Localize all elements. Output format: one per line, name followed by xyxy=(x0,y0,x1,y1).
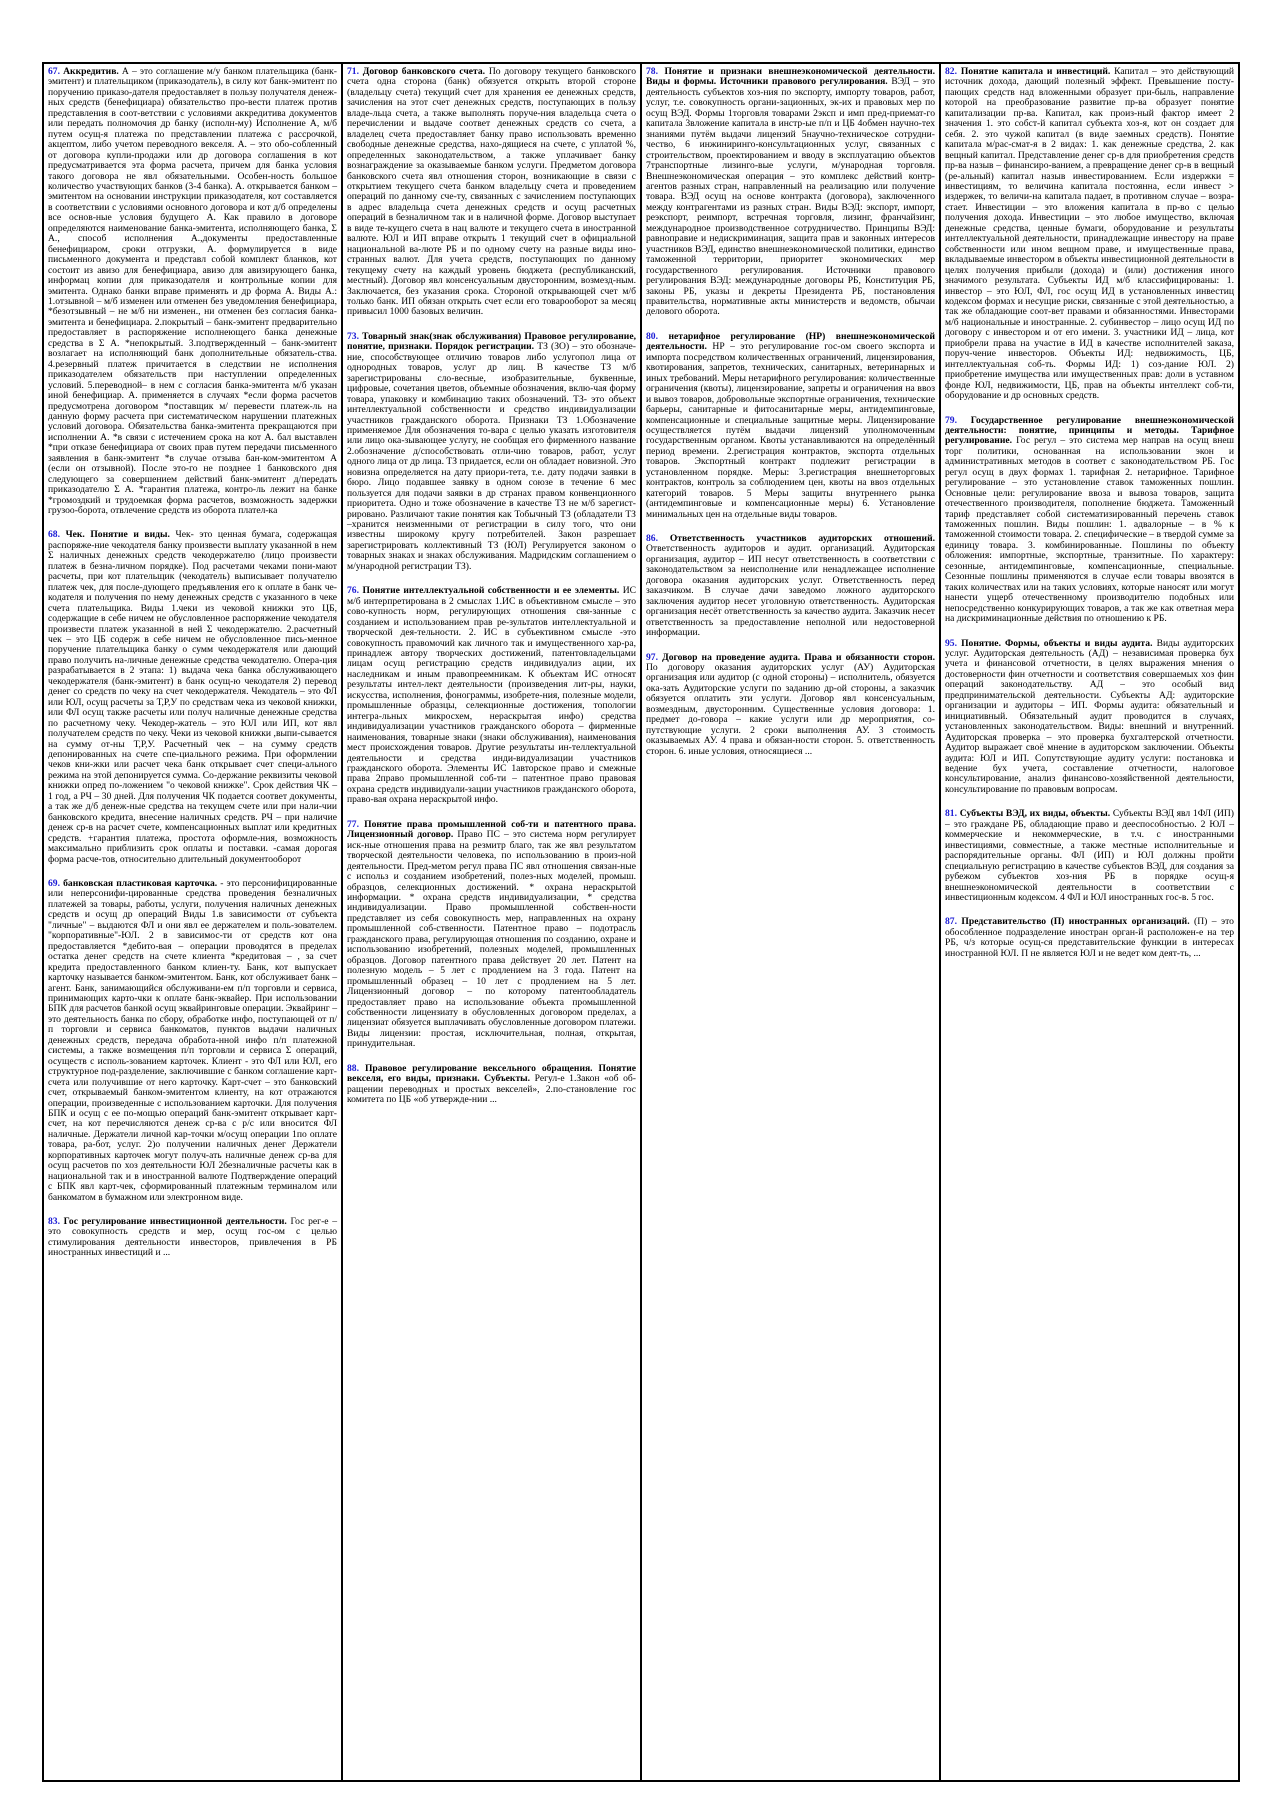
section xyxy=(945,416,1234,625)
section-body: Субъекты ВЭД явл 1ФЛ (ИП) – это граждане РБ, обладающие право и дееспособностью. 2 ЮЛ – коммерческие и некоммерческие, в т.ч. с иностранными инвестициями, совместные, а также местные исполнительные и распорядительные органы. ФЛ (ИП) и ЮЛ должны пройти специальную регистрацию в качестве субъектов ВЭД, для создания за рубежом субъектов хоз-ния РБ в порядке осущ-я внешнеэкономической деятельности в соответствии с инвестиционным кодексом. 4 ФЛ и ЮЛ иностранных гос-в. 5 гос. xyxy=(945,808,1234,903)
section xyxy=(48,530,337,865)
section-title: Правовое регулирование вексельного обращения. Понятие векселя, его виды, признаки. Субъекты. xyxy=(347,1062,636,1085)
column-1 xyxy=(44,64,341,1780)
section xyxy=(945,67,1234,402)
section xyxy=(48,1217,337,1259)
section-body: По договору оказания аудиторских услуг (АУ) Аудиторская организация или аудитор (с одной стороны) – исполнитель, обязуется ока-зать Аудиторские услуги по заданию др-ой стороны, а заказчик обязуется оплатить эти услуги. Договор явл консенсуальным, возмездным, двусторонним. Существенные условия договора: 1. предмет до-говора – какие услуги или др мероприятия, со-путствующие услуги. 2 сроки выполнения АУ. 3 стоимость оказываемых АУ. 4 права и обязан-ности сторон. 5. ответственность сторон. 6. иные условия, относящиеся ... xyxy=(646,662,935,757)
column-2 xyxy=(341,64,640,1780)
section xyxy=(347,586,636,806)
section-body: Гос рег-е – это совокупность средств и мер, осущ гос-ом с целью стимулирования деятельности инвесторов, привлечения в РБ иностранных инвестиций и ... xyxy=(48,1216,337,1259)
section-body: Виды аудиторских услуг. Аудиторская деятельность (АД) – независимая проверка бух учета и финансовой отчетности, в целях выражения мнения о достоверности фин отчетности и соответствия совершаемых хоз фин операций законодательству. АД – это особый вид предпринимательской деятельности. Субъекты АД: аудиторские организации и аудиторы – ИП. Формы аудита: обязательный и инициативный. Обязательный аудит проводится в случаях, установленных законодательством. Виды: внешний и внутренний. Аудиторская проверка – это проверка бухгалтерской отчетности. Аудитор выражает своё мнение в аудиторском заключении. Объекты аудита: ЮЛ и ИП. Сопутствующие аудиту услуги: постановка и ведение бух учета, составление отчетности, налоговое консультирование, анализ финансово-хозяйственной деятельности, консультирование по правовым вопросам. xyxy=(945,637,1234,795)
section-number: 79. xyxy=(945,414,957,426)
section-title: Чек. Понятие и виды. xyxy=(65,529,170,541)
section-body: Регул-е 1.Закон «об об-ращении переводных и простых векселей», 2.по-становление гос комитета по ЦБ «об утвержде-нии ... xyxy=(347,1073,636,1106)
section-title: Понятие капитала и инвестиций. xyxy=(960,66,1111,77)
section-title: Товарный знак(знак обслуживания) Правовое регулирование, понятие, признаки. Порядок регистрации. xyxy=(347,330,636,353)
section xyxy=(646,653,935,758)
section-number: 78. xyxy=(646,66,658,77)
section-number: 95. xyxy=(945,637,957,649)
section-body: НР – это регулирование гос-ом своего экспорта и импорта посредством количественных ограничений, лицензирования, квотирования, запретов, технических, санитарных, ветеринарных и иных требований. Меры нетарифного регулирования: количественные ограничения (квоты), лицензирование, запреты и ограничения на ввоз и вывоз товаров, добровольные экспортные ограничения, технические барьеры, санитарные и фитосанитарные меры, антидемпинговые, компенсационные и специальные защитные меры. Лицензирование осуществляется путём выдачи лицензий уполномоченным государственным органом. Квоты устанавливаются на определённый период времени. 2.регистрация контрактов, экспорта отдельных товаров. Экспортный контракт подлежит регистрации в установленном порядке. Меры: 3.регистрация внешнеторговых контрактов, контроль за соблюдением цен, квоты на ввоз отдельных категорий товаров. 5 Меры защиты внутреннего рынка (антидемпинговые и компенсационные меры) 6. Установление минимальных цен на отдельные виды товаров. xyxy=(646,341,935,520)
section-body: Право ПС – это система норм регулирует иск-ные отношения права на резмитр благо, так же явл результатом творческой деятельности человека, по использованию в произ-ной деятельности. Пред-метом регул права ПС явл отношения связан-ные с использ и созданием изобретений, полез-ных моделей, промыш. образцов, селекционных достижений. * охрана нераскрытой информации. * охрана средств индивидуализации, * средства индивидуализации. Право промышленной собствен-ности представляет из себя совокупность мер, направленных на охрану промышленной соб-ственности. Патентное право – подотрасль гражданского права, регулирующая отношения по созданию, охране и использованию изобретений, полезных моделей, промышленных образцов. Договор патентного права действует 20 лет. Патент на полезную модель – 5 лет с продлением на 3 года. Патент на промышленный образец – 10 лет с продлением на 5 лет. Лицензионный договор – по которому патентообладатель предоставляет право на использование объекта промышленной собственности лицензиату в обусловленных договором пределах, а лицензиат обязуется выплачивать обусловленные договором платежи. Виды лицензии: простая, исключительная, полная, открытая, принудительная. xyxy=(347,829,636,1050)
section-title: нетарифное регулирование (НР) внешнеэкономической деятельности. xyxy=(646,330,935,353)
section-number: 68. xyxy=(48,529,60,541)
section xyxy=(48,879,337,1203)
section xyxy=(347,332,636,572)
section-title: Государственное регулирование внешнеэкономической деятельности: понятие, принципы и методы. Тарифное регулирование. xyxy=(945,414,1234,447)
section-title: Аккредитив. xyxy=(63,66,119,77)
section-title: Договор банковского счета. xyxy=(362,66,486,77)
section-body: ИС м/б интерпретирована в 2 смыслах 1.ИС в объективном смысле – это сово-купность норм, регулирующих отношения свя-занные с созданием и использованием прав ре-зультатов интеллектуальной и творческой дея-тельности. 2. ИС в субъективном смысле -это совокупность правомочий как личного так и имущественного хар-ра, принадлеж автору творческих достижений, патентовладельцами лицам осущ регистрацию средств индивидуализ ации, их наследникам и иным правопреемникам. К объектам ИС относят результаты интел-лект деятельности (произведения лит-ры, науки, искусства, исполнения, фонограммы, изобрете-ния, полезные модели, промышленные образцы, селекционные достижения, топологии интегра-льных микросхем, нераскрытая инфо) средства индивидуализации участников гражданского оборота – фирменные наименования, товарные знаки (знаки обслуживания), наименования мест происхождения товаров. Другие результаты ин-теллектуальной деятельности и средства инди-видуализации участников гражданского оборота. Элементы ИС 1авторское право и смежные права 2право промышленной соб-ти – патентное право правовая охрана средств индивидуали-зации участников гражданского оборота, право-вая охрана нераскрытой инфо. xyxy=(347,585,637,806)
section-body: Ответственность аудиторов и аудит. организаций. Аудиторская организация, аудитор – ИП несут ответственность в соответствии с законодательством за неисполнение или ненадлежащее исполнение договора оказания аудиторских услуг. Ответственность перед заказчиком. В случае дачи заведомо ложного аудиторского заключения аудитор несет уголовную ответственность. Аудиторская организация несёт ответственность за качество аудита. Заказчик несет ответственность за предоставление неполной или недостоверной информации. xyxy=(646,543,935,639)
section-body: Чек- это ценная бумага, содержащая распоряже-ние чекодателя банку произвести выплату указанной в нем Σ наличных денежных средств чекодержателю (лицо произвести платеж в безна-личном порядке). Под расчетами чеками пони-мают расчеты, при кот плательщик (чекодатель) выписывает получателю платеж чек, для после-дующего предъявления его к оплате в банк че-кодателя и получения по нему денежных средств с указанного в чеке счета плательщика. Виды 1.чеки из чековой книжки это ЦБ, содержащие в себе ничем не обусловленное распоряжение чекодателя произвести платеж указанной в ней Σ чекодержателю. 2.расчетный чек – это ЦБ содерж в себе ничем не обусловленное пись-менное поручение плательщика банку о сумм чекодержателя или дающий право получить на-личные денежные средства чекодателю. Опера-ция разрабатывается в 2 этапа: 1) выдача чека банка обслуживающего чекодержателя (банк-эмитент) в банк осущ-ю чекодателя 2) перевод денег со средств по чеку на счет чекодержателя. Чекодатель – это ФЛ или ЮЛ, осущ расчеты за Т,Р,У по средствам чека из чековой книжки, или ФЛ осущ также расчеты или получ наличные денежные средства по расчетному чеку. Чекодер-жатель – это ЮЛ или ИП, кот явл получателем средств по чеку. Чеки из чековой книжки ,выпи-сывается на сумму от-ны Т,Р,У. Расчетный чек – на сумму средств депонированных на счете спе-циального режима. При оформлении чеков кни-жки или расчет чека банк открывает счет специ-ального режима на этой депонируется сумма. Со-держание реквизиты чековой книжки опред по-ложением "о чековой книжке". Срок действия ЧК – 1 год, а РЧ – 30 дней. Для получения ЧК подается соответ документы, а так же д/б денеж-ные средства на текущем счете или при нали-чии банковского кредита, внесение наличных средств. РЧ – при наличие денеж ср-в на расчет счете, компенсационных выплат или кредитных средств. +гарантия платежа, простота оформле-ния, возможность максимально приблизить срок оплаты и поставки. -самая дорогая форма расче-тов, относительно длительный документооборот xyxy=(48,529,338,865)
section xyxy=(945,809,1234,903)
section xyxy=(646,332,935,520)
section-number: 69. xyxy=(48,877,60,889)
section-number: 67. xyxy=(48,66,60,77)
section-title: Понятие и признаки внешнеэкономической деятельности. Виды и формы. Источники правового регулирования. xyxy=(646,66,935,88)
section-body: Гос регул – это система мер направ на осущ внеш торг политики, основанная на использовании экон и административных методов в соответ с законодательством РБ. Гос регул осущ в двух формах 1. тарифная 2. нетарифное. Тарифное регулирование – это установление ставок таможенных пошлин. Основные цели: регулирование ввоза и вывоза товаров, защита отечественного производителя, пополнение бюджета. Таможенный тариф представляет собой систематизированный перечень ставок таможенных пошлин. Виды пошлин: 1. адвалорные – в % к таможенной стоимости товара. 2. специфические – в твердой сумме за единицу товара. 3. комбинированные. Пошлины по объекту обложения: импортные, экспортные, транзитные. По характеру: сезонные, антидемпинговые, компенсационные, специальные. Сезонные пошлины применяются в случае если товары ввозятся в таких количествах или на таких условиях, которые наносят или могут нанести ущерб отечественному производителю подобных или непосредственно конкурирующих товаров, а так же как ответная мера на дискриминационные действия по отношению к РБ. xyxy=(945,435,1234,625)
section xyxy=(347,67,636,318)
section xyxy=(945,917,1234,959)
section-body: А – это соглашение м/у банком плательщика (банк-эмитент) и плательщиком (приказодатель), в силу кот банк-эмитент по поручению приказо-дателя предоставляет в пользу получателя денеж-ных средств (бенефициара) обязательство про-вести платеж против представления в соот-ветствии с условиями аккредитива документов или передать полномочия др банку (исполн-му) Исполнение А, м/б путем осущ-я платежа по представлении платежа с рассрочкой, акцептом, либо учетом переводного векселя. А. – это обо-собленный от договора купли-продажи или др договора соглашения в кот предусматривается эта форма расчета, причем для банка условия такого договора не явл обязательными. Особен-ность большое количество участвующих банков (3-4 банка). А. открывается банком –эмитентом на основании инструкции приказодателя, кот составляется в соответствии с условиями основного договора и кот д/б определены все основ-ные условия будущего А. Как правило в договоре определяются наименование банка-эмитента, исполняющего банка, Σ А., способ исполнения А.,документы предоставленные бенефициаром, сроки отгрузки, А. формулируется в виде письменного документа и представл собой комплект бланков, кот состоит из авизо для бенефициара, авизо для авизирующего банка, информац копии для приказодателя и контрольные копии для эмитента. Однако банки вправе применять и др форма А. Виды А.: 1.отзывной – м/б изменен или отменен без уведомления бенефициара, *безотзывный – не м/б ни изменен., ни отменен без согласия банка-эмитента и бенефициара. 2.покрытый – банк-эмитент предварительно предоставляет в распоряжение исполнеющего банка денежные средства в Σ А. *непокрытый. 3.подтвержденный – банк-эмитент возлагает на исполняющий банк дополнительные обязатель-ства. 4.резервный платеж причитается в следствии не исполнения приказодателем обязательств при наступлении определенных условий. 5.переводной– в нем с согласия банка-эмитента м/б указан иной бенефициар. А. применяется в случаях *если форма расчетов предусмотрена договором *поставщик м/ перевести платеж-ль на данную форму расчета при систематическом нарушении платежных условий договора. Обязательства банка-эмитента прекращаются при исполнении А. *в связи с истечением срока на кот А. бал выставлен *при отказе бенефициара от своих прав путем передачи письменного заявления в банк-эмитент *в случае отзыва бан-ком-эмитентом А (если он отзывной). После это-го не позднее 1 банковского дня следующего за совершением действий банк-эмитент д/передать приказодателю Σ А. *гарантия платежа, контро-ль лежит на банке *громоздкий и трудоемкая форма расчетов, возможность задержки грузоо-борота, отвлечение средств из оборота плател-ка xyxy=(48,66,337,517)
section-number: 87. xyxy=(945,916,957,928)
section-body: - это персонифицированные или неперсонифи-цированные средства проведения безналичных платежей за товары, работы, услуги, получения наличных денежных средств и осущ др операций Виды 1.в зависимости от субъекта "личные" – выдаются ФЛ и они явл ее держателем и поль-зователем. "корпоративные"-ЮЛ. 2 в зависимос-ти от средств кот она предоставляется *дебито-вая – операции проводятся в пределах остатка денег средств на счете клиента *кредитовая – , за счет кредита предоставленного банком клиен-ту. Банк, кот выпускает карточку называется банком-эмитентом. Банк, кот обслуживает банк –агент. Банк, занимающийся обслуживани-ем п/п торговли и сервиса, принимающих карто-чки к оплате банк-эквайер. При использовании БПК для расчетов банкой осущ эквайринговые операции. Эквайринг – это деятельность банка по сбору, обработке инфо, поступающей от п/п торговли и сервиса банкоматов, пунктов выдачи наличных денежных средств, передача обработа-нной инфо п/п платежной системы, а также возмещения п/п торговли и сервиса Σ операций, осуществ с исполь-зованием карточек. Клиент - это ФЛ или ЮЛ, его структурное под-разделение, заключившие с банком соглашение карт-счета или получившие от него карточку. Карт-счет – это банковский счет, открываемый банком-эмитентом клиенту, на кот отражаются операции, произведенные с использованием карточки. Для получения БПК и осущ с ее по-мощью операций банк-эмитент открывает карт-счет, на кот перечисляются денеж ср-ва с р/с или вносится ФЛ наличные. Держатели личной кар-точки м/осущ операции 1по оплате товара, ра-бот, услуг. 2)о получении наличных денег Держатели корпоративных карточек могут получ-ать наличные денеж ср-ва для осущ расчетов по хоз деятельности ЮЛ 2безналичные расчеты как в национальной так и в иностранной валюте Подтверждение операций с БПК явл карт-чек, сформированный платежным терминалом или банкоматом в бумажном или электронном виде. xyxy=(48,877,337,1203)
section-title: Договор на проведение аудита. Права и обязанности сторон. xyxy=(662,651,935,663)
section xyxy=(646,534,935,639)
section xyxy=(945,639,1234,796)
section-title: банковская пластиковая карточка. xyxy=(63,877,218,889)
column-4 xyxy=(939,64,1238,1780)
section-title: Субъекты ВЭД, их виды, объекты. xyxy=(959,808,1111,820)
section xyxy=(48,67,337,516)
section-number: 86. xyxy=(646,533,658,545)
section-body: ТЗ (ЗО) – это обозначе-ние, способствующее отличию товаров либо услугопол лица от однородных товаров, услуг др лиц. В качестве ТЗ м/б зарегистрированы сло-весные, изобразительные, буквенные, цифровые, сочетания цветов, объемные обозначения, вклю-чая форму товара, упаковку и комбинацию таких обозначений. ТЗ- это объект интеллектуальной собственности и средство индивидуализации участников гражданского оборота. Признаки ТЗ 1.Обозначение применяемое Для обозначения то-вара с целью указать изготовителя или лицо ока-зывающее услугу, не сообщая его фирменного название 2.обозначение д/способствовать отли-чию товаров, работ, услуг одного лица от др лица. ТЗ придается, если он обладает новизной. Это новизна определяется на дату приори-тета, т.е. дату подачи заявки в бюро. Лицо подавшее заявку в одном союзе в течение 6 мес пользуется для подачи заявки в др странах правом конвенционного приоритета. Одно и тоже обозначение в качестве ТЗ не м/б зарегист-рировано. Различают такие понятия как Тобычный ТЗ (обладатели ТЗ –хранится неизменными от регистрации в силу того, что они известны широкому кругу потребителей. Закон разрешает зарегистрировать коллективный ТЗ (ЮЛ) Регулируется законом о товарных знаках и знаках обслуживания. Мадридским соглашением о м/ународной регистрации ТЗ). xyxy=(347,341,637,572)
section xyxy=(347,820,636,1050)
section-number: 77. xyxy=(347,818,359,830)
section xyxy=(347,1064,636,1106)
section-body: ВЭД – это деятельность субъектов хоз-ния по экспорту, импорту товаров, работ, услуг, т.е. совокупность органи-зационных, эк-их и правовых мер по осущ ВЭД. Формы 1торговля товарами 2эксп и имп пред-приемат-го капитала 3вложение капитала в инстр-ые п/п и ЦБ 4обмен научно-тех знаниями путём выдачи лицензий 5научно-техническое сотрудни-чество, 6 инжиниринго-консультационных услуг, связанных с строительством, проектированием и вводу в эксплуатацию объектов 7транспортные лизинго-вые услуги, м/ународная торговля. Внешнеэкономическая операция – это комплекс действий контр-агентов разных стран, направленный на реализацию или получение товара. ВЭД осущ на основе контракта (договора), заключенного между контрагентами из разных стран. Виды ВЭД: экспорт, импорт, реэкспорт, реимпорт, встречная торговля, лизинг, франчайзинг, международное производственное сотрудничество. Принципы ВЭД: равноправие и недискриминация, защита прав и законных интересов участников ВЭД, единство внешнеэкономической политики, единство таможенной территории, приоритет экономических мер государственного регулирования. Источники правового регулирования ВЭД: международные договоры РБ, Конституция РБ, законы РБ, указы и декреты Президента РБ, постановления правительства, нормативные акты министерств и ведомств, обычаи делового оборота. xyxy=(646,76,936,318)
section-number: 83. xyxy=(48,1216,60,1228)
document-page xyxy=(42,62,1240,1782)
section-number: 71. xyxy=(347,66,359,77)
section-number: 88. xyxy=(347,1062,359,1074)
section-title: Представительство (П) иностранных организаций. xyxy=(961,916,1190,928)
section-number: 97. xyxy=(646,651,658,663)
section-title: Гос регулирование инвестиционной деятельности. xyxy=(63,1216,287,1228)
section-body: Капитал – это действующий источник дохода, дающий полезный эффект. Превышение посту-пающих средств над вложенными образует при-быль, направление которой на преобразование развитие пр-ва образует понятие капитализации пр-ва. Капитал, как произ-ный фактор имеет 2 значения 1. это собст-й капитал субъекта хоз-я, кот он создает для себя. 2. это чужой капитал (в виде заемных средств). Понятие капитала м/рас-смат-я в 2 видах: 1. как денежные средства, 2. как вещный капитал. Представление денег ср-в для приобретения средств пр-ва назыв – финансиро-ванием, а превращение денег ср-в в вещный (ре-альный) капитал назыв инвестированием. Если издержки = инвестициям, то величина капитала постоянна, если инвест > издержек, то величи-на капитала падает, в противном случае – возра-стает. Инвестиции – это вложения капитала в пр-во с целью получения дохода. Инвестиции – это любое имущество, включая денежные средства, ценные бумаги, оборудование и результаты интеллектуальной деятельности, принадлежащие инвестору на праве собственности или ином вещном праве, и имущественные права, вкладываемые инвестором в объекты инвестиционной деятельности в целях получения прибыли (дохода) и (или) достижения иного значимого результата. Субъекты ИД м/б классифицированы: 1. инвестор – это ЮЛ, ФЛ, гос осущ ИД в установленных инвестиц кодексом формах и несущие риски, связанные с этой деятельностью, а так же обладающие соот-вет правами и обязанностями. Инвесторами м/б национальные и иностранные. 2. субинвестор – лицо осущ ИД по договору с инвестором и от его имени. 3. участники ИД – лица, кот приобрели права на участие в ИД в качестве исполнителей заказа, поруч-чение инвесторов. Объекты ИД: недвижимость, ЦБ, интеллектуальная соб-ть. Формы ИД: 1) соз-дание ЮЛ. 2) приобретение имущества или имущественных прав: доли в уставном фонде ЮЛ, недвижимости, ЦБ, прав на объекты интеллект соб-ти, оборудование и др основных средств. xyxy=(945,66,1234,402)
section-title: Понятие. Формы, объекты и виды аудита. xyxy=(961,637,1153,649)
section-number: 76. xyxy=(347,585,359,597)
section xyxy=(646,67,935,318)
section-number: 80. xyxy=(646,330,658,342)
column-3 xyxy=(640,64,939,1780)
section-title: Понятие интеллектуальной собственности и ее элементы. xyxy=(362,585,620,597)
section-number: 73. xyxy=(347,330,359,342)
section-title: Ответственность участников аудиторских отношений. xyxy=(669,533,935,545)
section-body: (П) – это обособленное подразделение иностран орган-й расположен-е на тер РБ, ч/з которые осущ-ся представительские функции в интересах иностранной ЮЛ. П не является ЮЛ и не ведет ком деят-ть, ... xyxy=(945,916,1234,959)
section-title: Понятие права промышленной соб-ти и патентного права. Лицензионный договор. xyxy=(347,818,636,841)
section-number: 81. xyxy=(945,808,957,820)
section-number: 82. xyxy=(945,66,957,77)
section-body: По договору текущего банковского счета одна сторона (банк) обязуется открыть второй стороне (владельцу счета) текущий счет для хранения ее денежных средств, зачисления на этот счет денежных средств, поступающих в пользу владе-льца счета, а также выполнять поруче-ния владельца счета о перечислении и выдаче соответ денежных средств со счета, а владелец счета предоставляет банку право использовать временно свободные денежные средства, нахо-дящиеся на счете, с уплатой %, определенных законодательством, а также уплачивает банку вознаграждение за оказываемые банком услуги. Предметом договора банковского счета явл отношения сторон, возникающие в связи с открытием текущего счета банком владельцу счета и проведением операций по данному сче-ту, связанных с зачислением поступающих в адрес владельца счета денежных средств и осущ расчетных операций в безналичном так и в наличной форме. Договор выступает в виде те-кущего счета в нац валюте и текущего счета в иностранной валюте. ЮЛ и ИП вправе открыть 1 текущий счет в официальной национальной ва-люте РБ и по одному счету на разные виды ино-странных валют. Для учета средств, поступающих по данному текущему счету на каждый уровень бюджета (республиканский, местный). Договор явл консенсуальным двусторонним, возмезд-ным. Заключается, без указания срока. Стороной открывающей счет м/б только банк. ИП обязан открыть счет если его товарооборот за месяц привысил 1000 базовых величин. xyxy=(347,66,636,318)
